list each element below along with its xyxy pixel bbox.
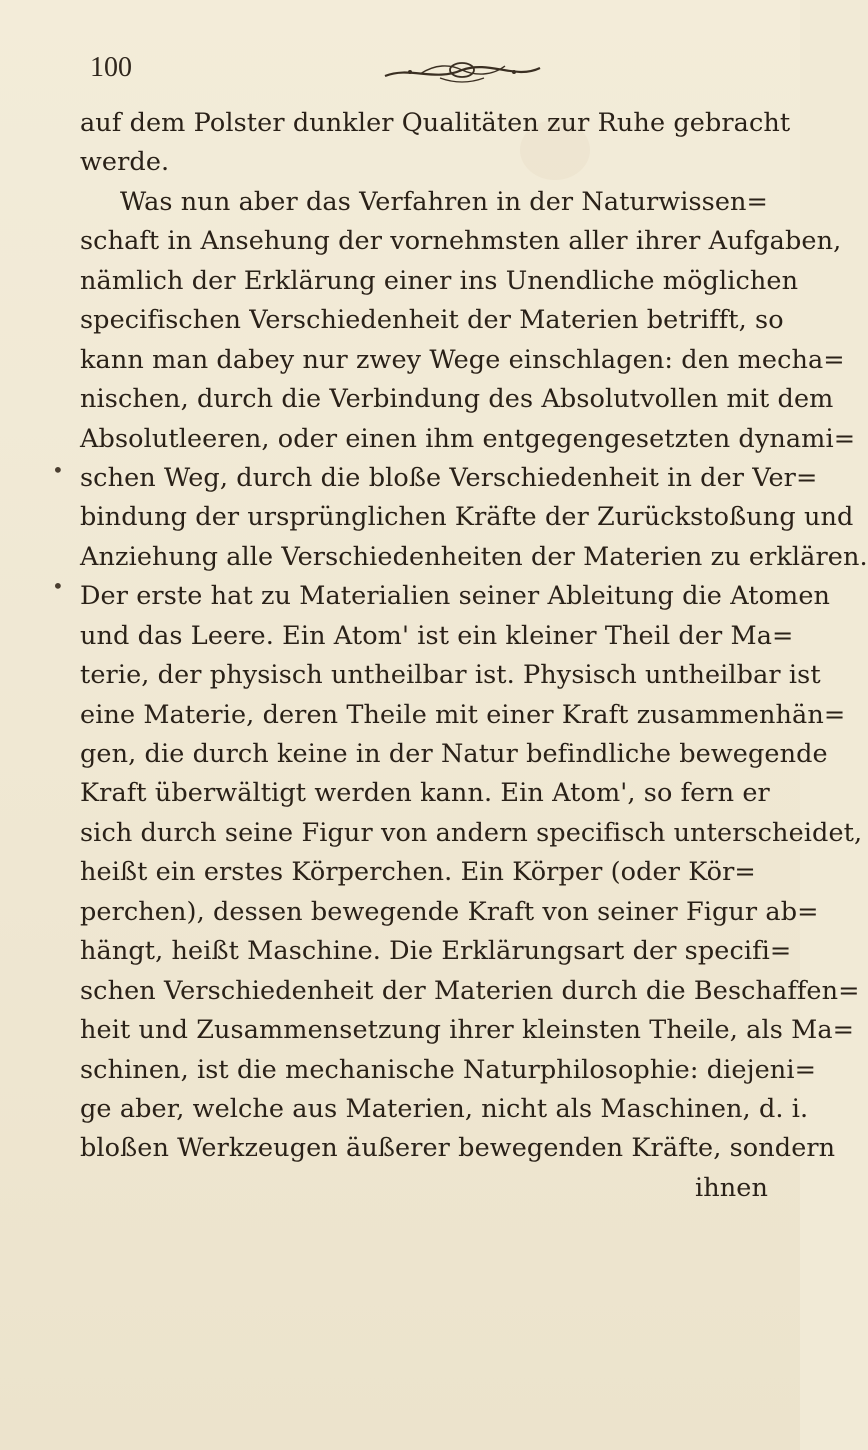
text-line: Anziehung alle Verschiedenheiten der Materien zu erklären. xyxy=(80,541,868,572)
text-line: bindung der ursprünglichen Kräfte der Zurückstoßung und xyxy=(80,502,854,533)
margin-mark: • xyxy=(52,574,64,598)
text-line: nämlich der Erklärung einer ins Unendliche möglichen xyxy=(80,265,799,296)
page-header xyxy=(90,52,750,92)
text-line: specifischen Verschiedenheit der Materien betrifft, so xyxy=(80,305,784,336)
text-line: Kraft überwältigt werden kann. Ein Atom', so fern er xyxy=(80,778,770,809)
text-line: perchen), dessen bewegende Kraft von seiner Figur ab= xyxy=(80,896,819,927)
text-line: werde. xyxy=(80,147,170,178)
text-line: schen Weg, durch die bloße Verschiedenheit in der Ver= xyxy=(80,462,818,493)
text-line: ge aber, welche aus Materien, nicht als Maschinen, d. i. xyxy=(80,1093,809,1124)
text-line: schaft in Ansehung der vornehmsten aller ihrer Aufgaben, xyxy=(80,226,842,257)
text-line: schen Verschiedenheit der Materien durch die Beschaffen= xyxy=(80,975,860,1006)
body-text xyxy=(80,104,868,1208)
text-line: hängt, heißt Maschine. Die Erklärungsart der specifi= xyxy=(80,936,792,967)
text-line: nischen, durch die Verbindung des Absolutvollen mit dem xyxy=(80,384,834,415)
text-line: und das Leere. Ein Atom' ist ein kleiner Theil der Ma= xyxy=(80,620,794,651)
text-line: terie, der physisch untheilbar ist. Physisch untheilbar ist xyxy=(80,660,821,691)
text-line: eine Materie, deren Theile mit einer Kraft zusammenhän= xyxy=(80,699,846,730)
margin-mark: • xyxy=(52,458,64,482)
text-line: Der erste hat zu Materialien seiner Ableitung die Atomen xyxy=(80,581,831,612)
text-line: schinen, ist die mechanische Naturphilosophie: diejeni= xyxy=(80,1054,817,1085)
ornament-vignette-icon xyxy=(380,56,545,86)
text-line: auf dem Polster dunkler Qualitäten zur Ruhe gebracht xyxy=(80,108,791,138)
text-line: Absolutleeren, oder einen ihm entgegengesetzten dynami= xyxy=(80,423,856,454)
text-line: bloßen Werkzeugen äußerer bewegenden Kräfte, sondern xyxy=(80,1133,836,1164)
text-line: Was nun aber das Verfahren in der Naturwissen= xyxy=(120,186,769,217)
text-line: heißt ein erstes Körperchen. Ein Körper (oder Kör= xyxy=(80,857,756,888)
text-line: sich durch seine Figur von andern specifisch unterscheidet, xyxy=(80,817,863,848)
catchword: ihnen xyxy=(694,1172,768,1203)
text-line: heit und Zusammensetzung ihrer kleinsten Theile, als Ma= xyxy=(80,1015,855,1046)
text-line: kann man dabey nur zwey Wege einschlagen: den mecha= xyxy=(80,344,845,375)
page-number: 100 xyxy=(90,52,132,83)
text-line: gen, die durch keine in der Natur befindliche bewegende xyxy=(80,739,828,769)
